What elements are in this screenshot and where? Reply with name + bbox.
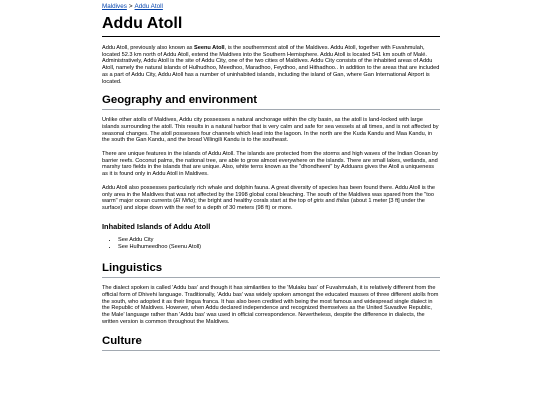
breadcrumb <box>102 3 440 12</box>
geography-p3-italic-thilas: thilas <box>336 198 350 205</box>
breadcrumb-separator: > <box>128 3 133 10</box>
geography-p3-text-c: and <box>323 198 337 205</box>
intro-bold-name: Seenu Atoll <box>194 45 225 51</box>
geography-paragraph-1: Unlike other atolls of Maldives, Addu city possesses a natural anchorage within the city basin, as the atoll is land-locked with large islands surrounding the atoll. This results in a natural harbor that is very calm and safe for sea vessels at all times, and is not affected by seasonal changes. The atoll possesses four channels which lead into the lagoon. In the north are the Kuda Kandu and Maa Kandu, in the south the Gan Kandu, and the broad Villingili Kandu is to the southeast. <box>102 117 439 144</box>
breadcrumb-link-addu-atoll[interactable]: Addu Atoll <box>134 3 163 10</box>
intro-text-end: , is the southernmost atoll of the Maldives. Addu Atoll, together with Fuvahmulah, located 52.3 km north of Addu Atoll, extend the Maldives into the Southern Hemisphere. Addu Atoll is located 541 km south of Malé. Administratively, Addu Atoll is the site of Addu City, one of the two cities of Maldives. Addu City consists of the inhabited areas of Addu Atoll, namely the natural islands of Hulhudhoo, Meedhoo, Maradhoo, Feydhoo, and Hithadhoo.. In addition to the areas that are included as a part of Addu City, Addu Atoll has a number of uninhabited islands, including the island of Gan, where Gan International Airport is located. <box>102 45 440 85</box>
subsection-heading-inhabited-islands: Inhabited Islands of Addu Atoll <box>102 221 211 231</box>
geography-paragraph-2: There are unique features in the islands of Addu Atoll. The islands are protected from the storms and high waves of the Indian Ocean by barrier reefs. Coconut palms, the national tree, are able to grow almost everywhere on the islands. There are small lakes, wetlands, and marshy taro fields in the islands that are unique. Also, white terns known as the "dhondheeni" by Adduans gives the Atoll a uniqueness as it is found only in Addu Atoll in Maldives. <box>102 151 439 178</box>
section-heading-geography: Geography and environment <box>102 94 440 110</box>
geography-p3-text-a: Addu Atoll also possesses particularly rich whale and dolphin fauna. A great diversity of species has been found there. Addu Atoll is the only area in the Maldives that was not affected by the 1998 global coral bleaching. The south of the Maldives was spared from the "too warm" major ocean currents ( <box>102 184 436 205</box>
list-item: • See Addu City <box>118 237 440 245</box>
page-title: Addu Atoll <box>102 15 440 37</box>
geography-p3-italic-giris: giris <box>313 198 324 205</box>
geography-p3-text-b: ); the bright and healthy corals start at the top of <box>193 198 314 205</box>
intro-text-start: Addu Atoll, previously also known as <box>102 45 195 51</box>
intro-paragraph <box>102 45 440 85</box>
inhabited-islands-list <box>102 237 440 253</box>
list-item: • See Hulhumeedhoo (Seenu Atoll) <box>118 244 440 252</box>
article-content <box>102 3 440 351</box>
section-heading-linguistics: Linguistics <box>102 262 440 278</box>
linguistics-paragraph-1: The dialect spoken is called 'Addu bas' and though it has similarities to the 'Mulaku bas' of Fuvahmulah, it is relatively different from the official form of Dhivehi language. Traditionally, 'Addu bas' was widely spoken amongst the educated masses of three different atolls from the south, who adopted it as their lingua franca. It has also been credited with being the most famous and widespread single dialect in the Republic of Maldives. However, when Addu declared independence and recognized themselves as the United Suvadive Republic, the Male' language rather than 'Addu bas' was used in official correspondence. Nevertheless, despite the difference in dialects, the written version is common throughout the Maldives. <box>102 285 439 325</box>
geography-p3-text-d: (about 1 meter [3 ft] under the surface) and slope down with the reef to a depth of 30 meters (98 ft) or more. <box>102 198 425 211</box>
breadcrumb-link-maldives[interactable]: Maldives <box>102 3 127 10</box>
section-heading-culture: Culture <box>102 335 440 351</box>
geography-paragraph-3 <box>102 185 440 212</box>
geography-p3-italic-el-nino: El Niño <box>175 198 194 205</box>
